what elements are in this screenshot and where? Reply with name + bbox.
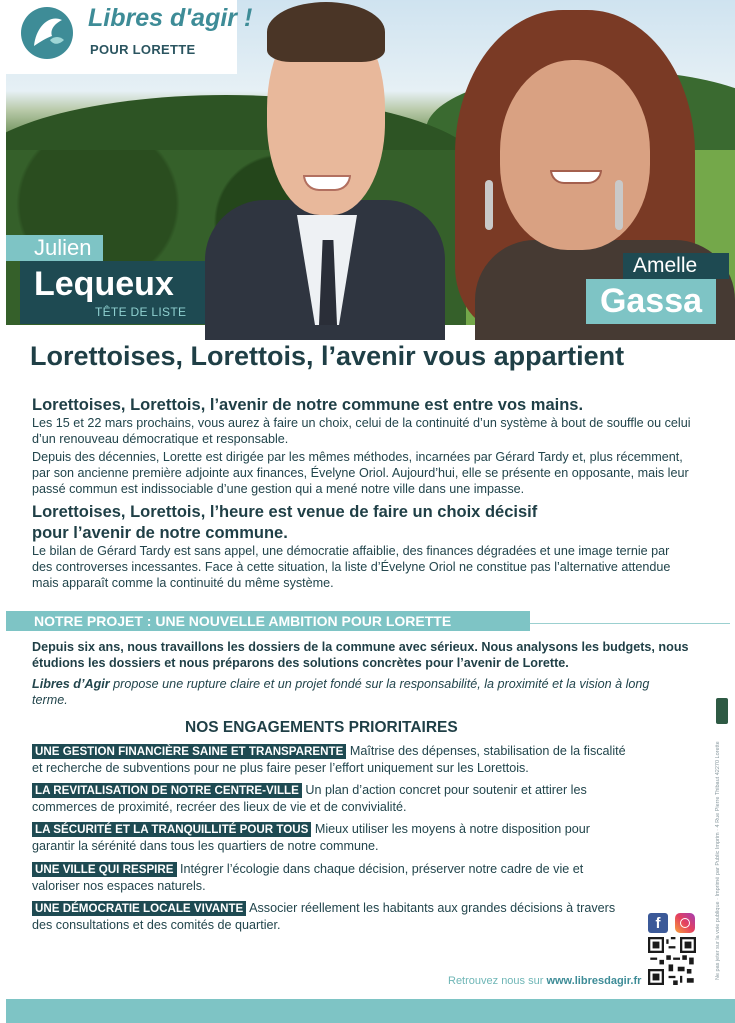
engagement-tag: UNE GESTION FINANCIÈRE SAINE ET TRANSPARENTE [32,744,346,759]
legal-notice: Ne pas jeter sur la voie publique · Imprimé par Public Imprim · 4 Rue Pierre Thibaut 42270 Lorette [715,741,721,980]
website-prefix: Retrouvez nous sur [448,975,547,987]
section1-subtitle: Lorettoises, Lorettois, l’avenir de notre commune est entre vos mains. [32,396,584,414]
engagement-tag: UNE DÉMOCRATIE LOCALE VIVANTE [32,901,246,916]
section2-subtitle: Lorettoises, Lorettois, l’heure est venue de faire un choix décisif pour l’avenir de notre commune. [32,503,538,542]
lead-last-name: Lequeux [34,265,174,303]
engagement-text: Intégrer l’écologie dans chaque décision, préserver notre cadre de vie et valoriser nos espaces naturels. [32,862,584,893]
engagement-tag: LA SÉCURITÉ ET LA TRANQUILLITÉ POUR TOUS [32,822,311,837]
instagram-icon[interactable] [675,913,695,933]
brand-name: Libres d'agir ! [88,4,253,32]
qr-code-icon[interactable] [648,937,696,985]
brand-logo [6,0,253,74]
engagement-text: Associer réellement les habitants aux grandes décisions à travers des consultations et des comités de quartier. [32,901,616,932]
engagements-title: NOS ENGAGEMENTS PRIORITAIRES [185,719,458,736]
project-intro: Depuis six ans, nous travaillons les dossiers de la commune avec sérieux. Nous analysons les budgets, nous étudions les dossiers et nous préparons des solutions concrètes pour l’avenir de Lorette. [32,640,689,670]
engagement-tag: LA REVITALISATION DE NOTRE CENTRE-VILLE [32,783,302,798]
engagement-text: Mieux utiliser les moyens à notre disposition pour garantir la sérénité dans tous les quartiers de notre commune. [32,822,590,853]
project-band-title: NOTRE PROJET : UNE NOUVELLE AMBITION POUR LORETTE [34,613,452,629]
portrait-julien-lequeux [205,0,445,325]
engagement-item [32,900,632,934]
website-url[interactable]: www.libresdagir.fr [546,975,642,987]
engagement-item [32,821,632,855]
facebook-icon[interactable]: f [648,913,668,933]
engagement-item [32,861,632,895]
project-statement-text: propose une rupture claire et un projet fondé sur la responsabilité, la proximité et la vision à long terme. [32,677,650,707]
page-headline: Lorettoises, Lorettois, l’avenir vous appartient [30,341,625,371]
engagement-text: Maîtrise des dépenses, stabilisation de la fiscalité et recherche de subventions pour ne plus faire peser l’effort uniquement sur les Lorettois. [32,744,626,775]
project-brand: Libres d’Agir [32,677,110,691]
project-statement [32,676,652,708]
recycle-mark-icon [716,698,728,724]
second-first-name: Amelle [623,253,729,279]
engagement-item [32,782,632,816]
engagement-tag: UNE VILLE QUI RESPIRE [32,862,177,877]
project-band-rule [530,623,730,624]
lead-role: TÊTE DE LISTE [95,305,187,319]
website-link[interactable] [448,975,641,987]
section2-paragraph-1: Le bilan de Gérard Tardy est sans appel, une démocratie affaiblie, des finances dégradées et une image ternie par des controverses incessantes. Face à cette situation, la liste d’Évelyne Oriol ne constitue pas l’alternative attendue mais apparaît comme la continuité du même système. [32,544,671,590]
engagement-text: Un plan d’action concret pour soutenir et attirer les commerces de proximité, recréer des lieux de vie et de convivialité. [32,783,587,814]
lead-name-plate [20,261,205,324]
section1-paragraph-1: Les 15 et 22 mars prochains, vous aurez à faire un choix, celui de la continuité d’un système à bout de souffle ou celui d’un renouveau démocratique et responsable. [32,416,691,446]
section1-paragraph-2: Depuis des décennies, Lorette est dirigée par les mêmes méthodes, incarnées par Gérard Tardy et, plus récemment, par son ancienne première adjointe aux finances, Évelyne Oriol. Aujourd’hui, elle se présente en opposante, mais leur passé commun est indissociable d’une gestion qui a mené notre ville dans une impasse. [32,450,689,496]
brand-tagline: POUR LORETTE [90,42,196,57]
engagement-item [32,743,632,777]
footer-bar [6,999,735,1023]
lead-first-name: Julien [6,235,103,261]
logo-face-icon [20,6,74,60]
second-last-name: Gassa [586,279,716,324]
